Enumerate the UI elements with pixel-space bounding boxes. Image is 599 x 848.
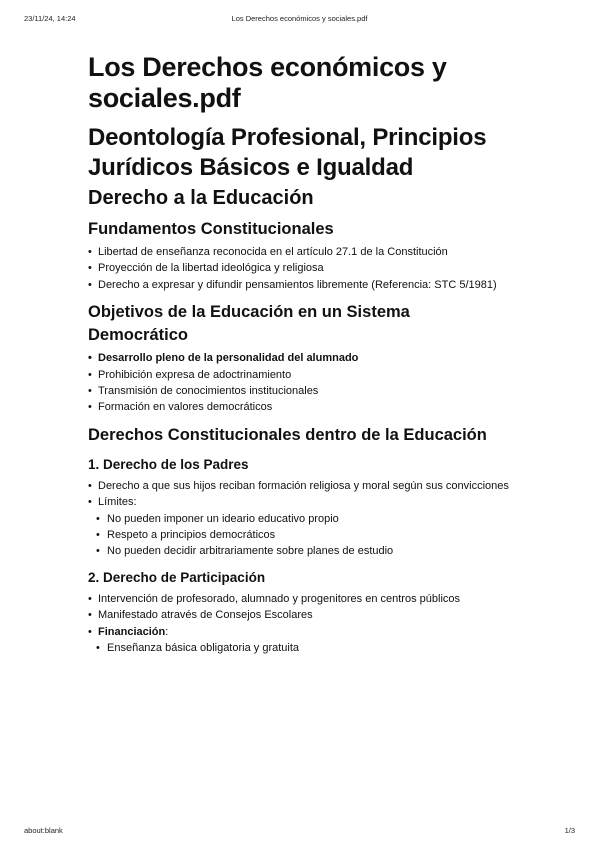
heading-derecho-padres: 1. Derecho de los Padres: [88, 456, 249, 472]
list-item: • Libertad de enseñanza reconocida en el artículo 27.1 de la Constitución: [88, 244, 513, 260]
list-derecho-participacion: [88, 591, 513, 640]
list-item: • Prohibición expresa de adoctrinamiento: [88, 367, 513, 383]
list-item: • Desarrollo pleno de la personalidad del alumnado: [88, 350, 513, 366]
heading-objetivos: Objetivos de la Educación en un Sistema Democrático: [88, 303, 410, 345]
list-item: • Proyección de la libertad ideológica y religiosa: [88, 260, 513, 276]
list-item: • No pueden imponer un ideario educativo propio: [88, 511, 513, 527]
print-footer-url: about:blank: [24, 826, 63, 835]
financiacion-colon: :: [165, 625, 169, 638]
list-fundamentos: [88, 244, 513, 293]
list-objetivos: [88, 350, 513, 416]
list-item: • Formación en valores democráticos: [88, 399, 513, 415]
heading-fundamentos: Fundamentos Constitucionales: [88, 220, 334, 238]
list-item: • Intervención de profesorado, alumnado y progenitores en centros públicos: [88, 591, 513, 607]
print-timestamp: 23/11/24, 14:24: [24, 14, 76, 23]
document-body: [88, 52, 513, 657]
list-item: • Límites:: [88, 494, 513, 510]
list-item: • Respeto a principios democráticos: [88, 527, 513, 543]
financiacion-label: Financiación: [98, 625, 166, 638]
list-item: • Derecho a expresar y difundir pensamientos libremente (Referencia: STC 5/1981): [88, 277, 513, 293]
list-financiacion: [88, 640, 513, 656]
print-header-title: Los Derechos económicos y sociales.pdf: [231, 14, 368, 23]
list-item: • Derecho a que sus hijos reciban formación religiosa y moral según sus convicciones: [88, 478, 513, 494]
heading-derecho-participacion: 2. Derecho de Participación: [88, 569, 266, 585]
list-item: • Enseñanza básica obligatoria y gratuita: [88, 640, 513, 656]
page-indicator: 1/3: [564, 826, 575, 835]
list-item: • Manifestado através de Consejos Escolares: [88, 607, 513, 623]
list-item: • No pueden decidir arbitrariamente sobre planes de estudio: [88, 543, 513, 559]
heading-derechos: Derechos Constitucionales dentro de la Educación: [88, 425, 487, 444]
list-item: • Transmisión de conocimientos institucionales: [88, 383, 513, 399]
list-limites: [88, 511, 513, 560]
list-derecho-padres: [88, 478, 513, 511]
course-title: Deontología Profesional, Principios Jurídicos Básicos e Igualdad: [88, 124, 487, 181]
document-title: Los Derechos económicos y sociales.pdf: [88, 52, 447, 113]
section-title: Derecho a la Educación: [88, 187, 314, 209]
list-item-financiacion: [88, 624, 513, 640]
